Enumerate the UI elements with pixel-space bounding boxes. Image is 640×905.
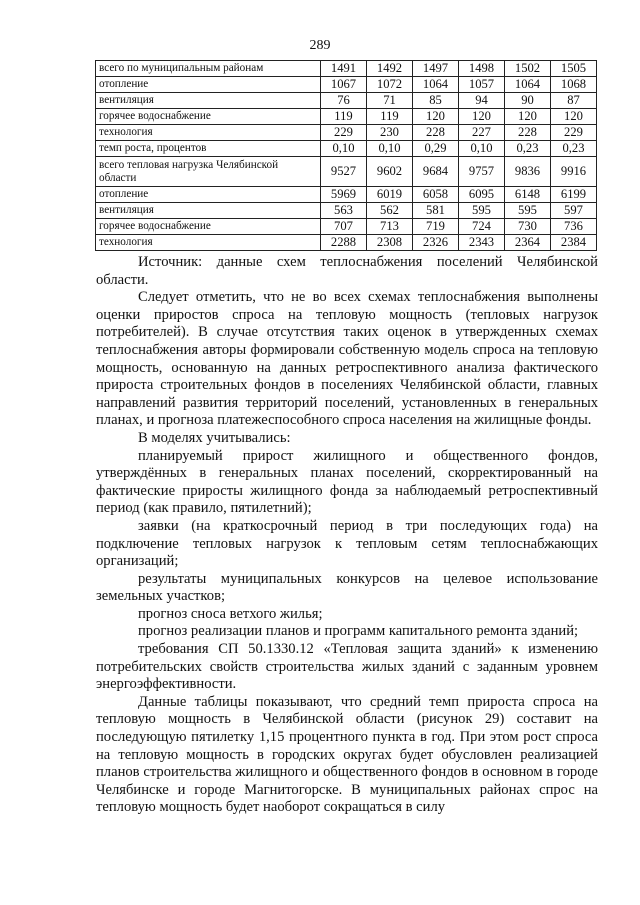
table-cell: 1497 bbox=[413, 61, 459, 77]
table-cell: 563 bbox=[321, 203, 367, 219]
paragraph: Следует отметить, что не во всех схемах теплоснабжения выполнены оценки приростов спроса на тепловую мощность (тепловых нагрузок потребителей). В случае отсутствия таких оценок в утвержденных схемах теплоснабжения авторы формировали собственную модель спроса на тепловую мощность, основанную на данных ретроспективного анализа фактического прироста строительных фондов в поселениях Челябинской области, главных направлений развития территорий поселений, установленных в генеральных планах, и прогноза платежеспособного спроса населения на жилищные фонды. bbox=[96, 289, 598, 429]
table-cell: 1492 bbox=[367, 61, 413, 77]
row-label: всего тепловая нагрузка Челябинской области bbox=[96, 157, 321, 187]
table-cell: 0,23 bbox=[505, 141, 551, 157]
table-cell: 1505 bbox=[551, 61, 597, 77]
paragraph: прогноз реализации планов и программ капитального ремонта зданий; bbox=[138, 623, 579, 640]
table-cell: 595 bbox=[505, 203, 551, 219]
table-cell: 9684 bbox=[413, 157, 459, 187]
table-cell: 2384 bbox=[551, 235, 597, 251]
table-cell: 230 bbox=[367, 125, 413, 141]
paragraph: заявки (на краткосрочный период в три последующих года) на подключение тепловых нагрузок к тепловым сетям теплоснабжающих организаций; bbox=[96, 517, 598, 570]
table-cell: 6095 bbox=[459, 187, 505, 203]
table-cell: 76 bbox=[321, 93, 367, 109]
table-cell: 6148 bbox=[505, 187, 551, 203]
row-label: технология bbox=[96, 235, 321, 251]
table-cell: 71 bbox=[367, 93, 413, 109]
table-cell: 120 bbox=[551, 109, 597, 125]
table-cell: 87 bbox=[551, 93, 597, 109]
table-cell: 2326 bbox=[413, 235, 459, 251]
table-cell: 0,10 bbox=[321, 141, 367, 157]
table-row bbox=[96, 125, 597, 141]
table-cell: 120 bbox=[459, 109, 505, 125]
heat-load-table bbox=[95, 60, 597, 251]
table-cell: 120 bbox=[413, 109, 459, 125]
table-cell: 9916 bbox=[551, 157, 597, 187]
table-cell: 581 bbox=[413, 203, 459, 219]
table-cell: 9836 bbox=[505, 157, 551, 187]
table-row bbox=[96, 61, 597, 77]
row-label: горячее водоснабжение bbox=[96, 109, 321, 125]
table-cell: 229 bbox=[551, 125, 597, 141]
row-label: отопление bbox=[96, 77, 321, 93]
table-cell: 6199 bbox=[551, 187, 597, 203]
table-cell: 1064 bbox=[413, 77, 459, 93]
paragraph: требования СП 50.1330.12 «Тепловая защита зданий» к изменению потребительских свойств строительства жилых зданий с заданным уровнем энергоэффективности. bbox=[96, 641, 598, 693]
table-cell: 1057 bbox=[459, 77, 505, 93]
table-cell: 6019 bbox=[367, 187, 413, 203]
table-cell: 713 bbox=[367, 219, 413, 235]
table-cell: 730 bbox=[505, 219, 551, 235]
table-row bbox=[96, 109, 597, 125]
table-cell: 1067 bbox=[321, 77, 367, 93]
row-label: темп роста, процентов bbox=[96, 141, 321, 157]
table-cell: 2343 bbox=[459, 235, 505, 251]
table-row bbox=[96, 235, 597, 251]
body-text bbox=[96, 254, 598, 817]
table-cell: 1498 bbox=[459, 61, 505, 77]
table-row bbox=[96, 203, 597, 219]
paragraph: Данные таблицы показывают, что средний темп прироста спроса на тепловую мощность в Челябинской области (рисунок 29) составит на последующую пятилетку 1,15 процентного пункта в год. При этом рост спроса на тепловую мощность в городских округах будет обусловлен реализацией планов строительства жилищного и общественного фондов в основном в городе Челябинске и городе Магнитогорске. В муниципальных районах спрос на тепловую мощность будет наоборот сокращаться в силу bbox=[96, 693, 598, 816]
row-label: всего по муниципальным районам bbox=[96, 61, 321, 77]
table-cell: 719 bbox=[413, 219, 459, 235]
table-cell: 1072 bbox=[367, 77, 413, 93]
table-cell: 6058 bbox=[413, 187, 459, 203]
paragraph: прогноз сноса ветхого жилья; bbox=[138, 605, 323, 622]
table-cell: 597 bbox=[551, 203, 597, 219]
table-cell: 90 bbox=[505, 93, 551, 109]
table-cell: 2308 bbox=[367, 235, 413, 251]
table-cell: 9527 bbox=[321, 157, 367, 187]
table-cell: 0,29 bbox=[413, 141, 459, 157]
paragraph: планируемый прирост жилищного и общественного фондов, утверждённых в генеральных планах поселений, скорректированный на фактические приросты жилищного фонда за наблюдаемый ретроспективный период (как правило, пятилетний); bbox=[96, 447, 598, 517]
row-label: технология bbox=[96, 125, 321, 141]
page-number: 289 bbox=[309, 38, 331, 53]
table-cell: 2288 bbox=[321, 235, 367, 251]
row-label: отопление bbox=[96, 187, 321, 203]
table-cell: 724 bbox=[459, 219, 505, 235]
table-body bbox=[96, 61, 597, 251]
table-cell: 1068 bbox=[551, 77, 597, 93]
table-cell: 5969 bbox=[321, 187, 367, 203]
table-cell: 227 bbox=[459, 125, 505, 141]
table-cell: 2364 bbox=[505, 235, 551, 251]
row-label: горячее водоснабжение bbox=[96, 219, 321, 235]
table-row bbox=[96, 187, 597, 203]
table-cell: 707 bbox=[321, 219, 367, 235]
table-cell: 1064 bbox=[505, 77, 551, 93]
table-cell: 0,10 bbox=[459, 141, 505, 157]
table-cell: 1502 bbox=[505, 61, 551, 77]
paragraph: результаты муниципальных конкурсов на целевое использование земельных участков; bbox=[96, 570, 598, 605]
table-cell: 736 bbox=[551, 219, 597, 235]
table-row bbox=[96, 93, 597, 109]
table-cell: 562 bbox=[367, 203, 413, 219]
table-cell: 0,23 bbox=[551, 141, 597, 157]
table-cell: 1491 bbox=[321, 61, 367, 77]
row-label: вентиляция bbox=[96, 203, 321, 219]
table-cell: 9757 bbox=[459, 157, 505, 187]
table-row bbox=[96, 219, 597, 235]
paragraph: В моделях учитывались: bbox=[138, 429, 291, 446]
table-row bbox=[96, 77, 597, 93]
table-cell: 119 bbox=[321, 109, 367, 125]
table-cell: 94 bbox=[459, 93, 505, 109]
table-cell: 9602 bbox=[367, 157, 413, 187]
row-label: вентиляция bbox=[96, 93, 321, 109]
source-note: Источник: данные схем теплоснабжения поселений Челябинской области. bbox=[96, 254, 598, 288]
table-cell: 85 bbox=[413, 93, 459, 109]
table-row bbox=[96, 141, 597, 157]
table-cell: 0,10 bbox=[367, 141, 413, 157]
table-cell: 120 bbox=[505, 109, 551, 125]
table-cell: 229 bbox=[321, 125, 367, 141]
table-row bbox=[96, 157, 597, 187]
table-cell: 119 bbox=[367, 109, 413, 125]
table-cell: 228 bbox=[413, 125, 459, 141]
table-cell: 228 bbox=[505, 125, 551, 141]
table-cell: 595 bbox=[459, 203, 505, 219]
